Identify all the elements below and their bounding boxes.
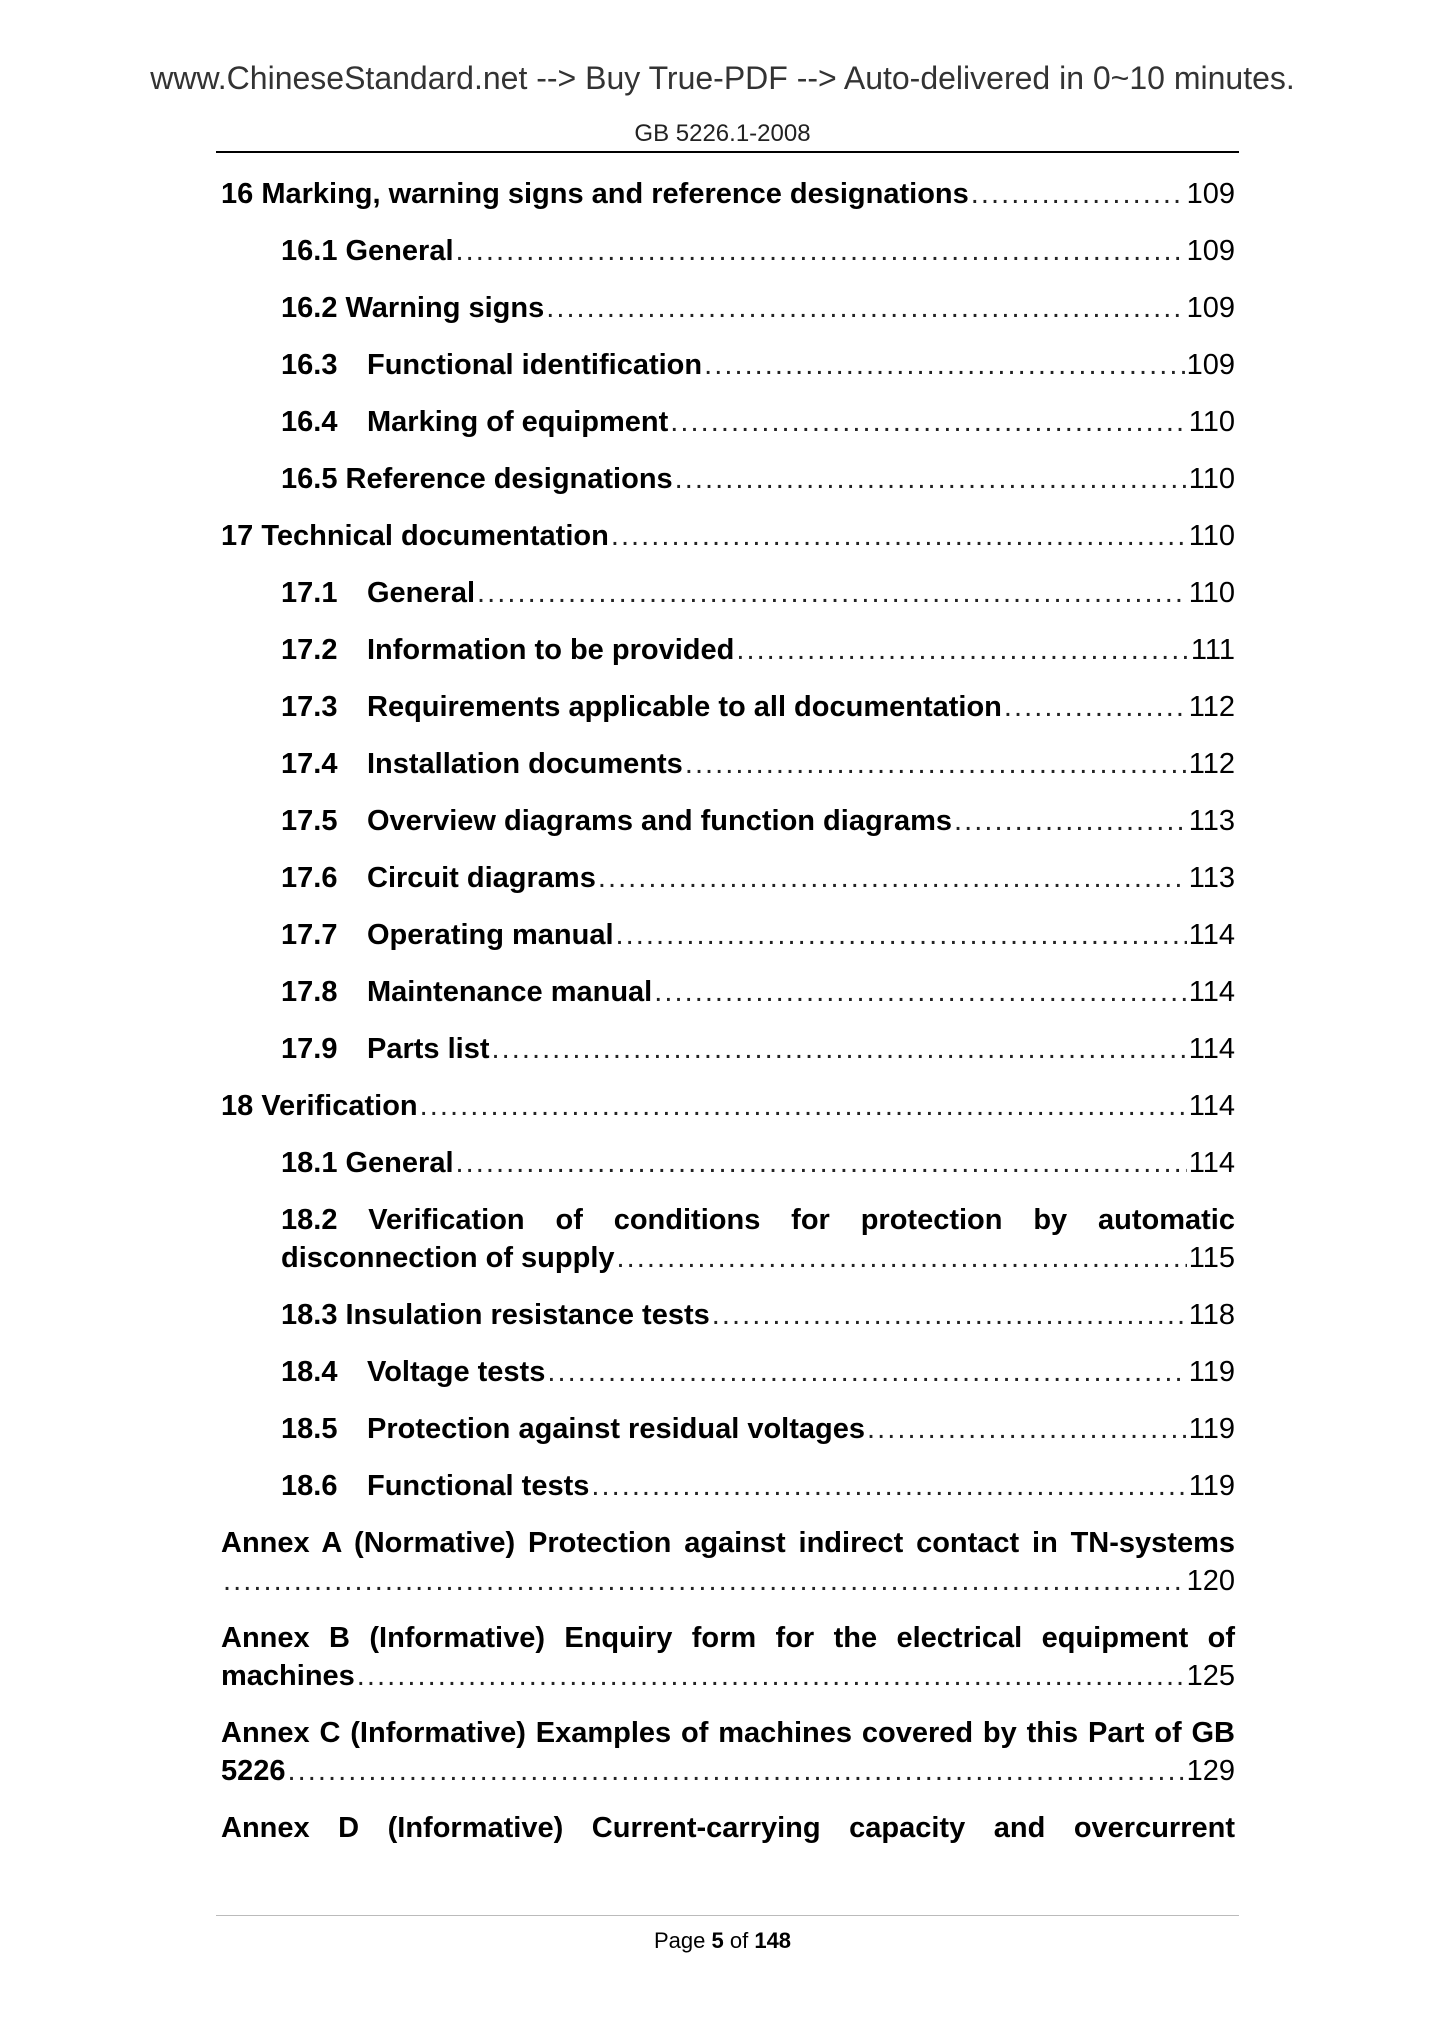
toc-entry-17-1[interactable]: 17.1 General . . . 110 — [281, 574, 1235, 612]
footer-current-page: 5 — [711, 1928, 724, 1953]
toc-entry-annex-a[interactable]: Annex A (Normative) Protection against indirect contact in TN-systems . . . 120 — [221, 1524, 1235, 1600]
toc-entry-18-3[interactable]: 18.3 Insulation resistance tests . . . 118 — [281, 1296, 1235, 1334]
toc-entry-17-6[interactable]: 17.6 Circuit diagrams . . . 113 — [281, 859, 1235, 897]
toc-entry-17-9[interactable]: 17.9 Parts list . . . 114 — [281, 1030, 1235, 1068]
toc-entry-16-4[interactable]: 16.4 Marking of equipment . . . 110 — [281, 403, 1235, 441]
toc-entry-17-7[interactable]: 17.7 Operating manual . . . 114 — [281, 916, 1235, 954]
table-of-contents — [221, 175, 1235, 1866]
toc-entry-16[interactable]: 16 Marking, warning signs and reference designations . . . 109 — [221, 175, 1235, 213]
toc-entry-18-1[interactable]: 18.1 General . . . 114 — [281, 1144, 1235, 1182]
toc-entry-annex-b[interactable]: Annex B (Informative) Enquiry form for the electrical equipment of machines . . . 125 — [221, 1619, 1235, 1695]
toc-entry-annex-c[interactable]: Annex C (Informative) Examples of machines covered by this Part of GB 5226 . . . 129 — [221, 1714, 1235, 1790]
toc-entry-17-5[interactable]: 17.5 Overview diagrams and function diagrams . . . 113 — [281, 802, 1235, 840]
toc-entry-17-2[interactable]: 17.2 Information to be provided . . . 111 — [281, 631, 1235, 669]
toc-entry-annex-d[interactable]: Annex D (Informative) Current-carrying capacity and overcurrent — [221, 1812, 1235, 1844]
toc-entry-16-2[interactable]: 16.2 Warning signs . . . 109 — [281, 289, 1235, 327]
toc-entry-16-3[interactable]: 16.3 Functional identification . . . 109 — [281, 346, 1235, 384]
footer-page-label: Page — [653, 1928, 706, 1953]
toc-entry-16-1[interactable]: 16.1 General . . . 109 — [281, 232, 1235, 270]
toc-entry-17-3[interactable]: 17.3 Requirements applicable to all documentation . . . 112 — [281, 688, 1235, 726]
page-footer — [0, 1928, 1445, 1954]
toc-entry-18-4[interactable]: 18.4 Voltage tests . . . 119 — [281, 1353, 1235, 1391]
toc-entry-17-4[interactable]: 17.4 Installation documents . . . 112 — [281, 745, 1235, 783]
footer-of-label: of — [729, 1928, 749, 1953]
toc-entry-17[interactable]: 17 Technical documentation . . . 110 — [221, 517, 1235, 555]
toc-entry-16-5[interactable]: 16.5 Reference designations . . . 110 — [281, 460, 1235, 498]
toc-entry-17-8[interactable]: 17.8 Maintenance manual . . . 114 — [281, 973, 1235, 1011]
toc-entry-18-6[interactable]: 18.6 Functional tests . . . 119 — [281, 1467, 1235, 1505]
header-rule — [216, 151, 1239, 153]
toc-entry-18-5[interactable]: 18.5 Protection against residual voltages . . . 119 — [281, 1410, 1235, 1448]
toc-entry-18-2[interactable]: 18.2 Verification of conditions for protection by automatic disconnection of supply . . . 115 — [281, 1201, 1235, 1277]
footer-total-pages: 148 — [754, 1928, 792, 1953]
source-banner: www.ChineseStandard.net --> Buy True-PDF --> Auto-delivered in 0~10 minutes. — [150, 60, 1295, 96]
standard-number: GB 5226.1-2008 — [634, 120, 811, 147]
toc-entry-18[interactable]: 18 Verification . . . 114 — [221, 1087, 1235, 1125]
footer-rule — [216, 1915, 1239, 1916]
